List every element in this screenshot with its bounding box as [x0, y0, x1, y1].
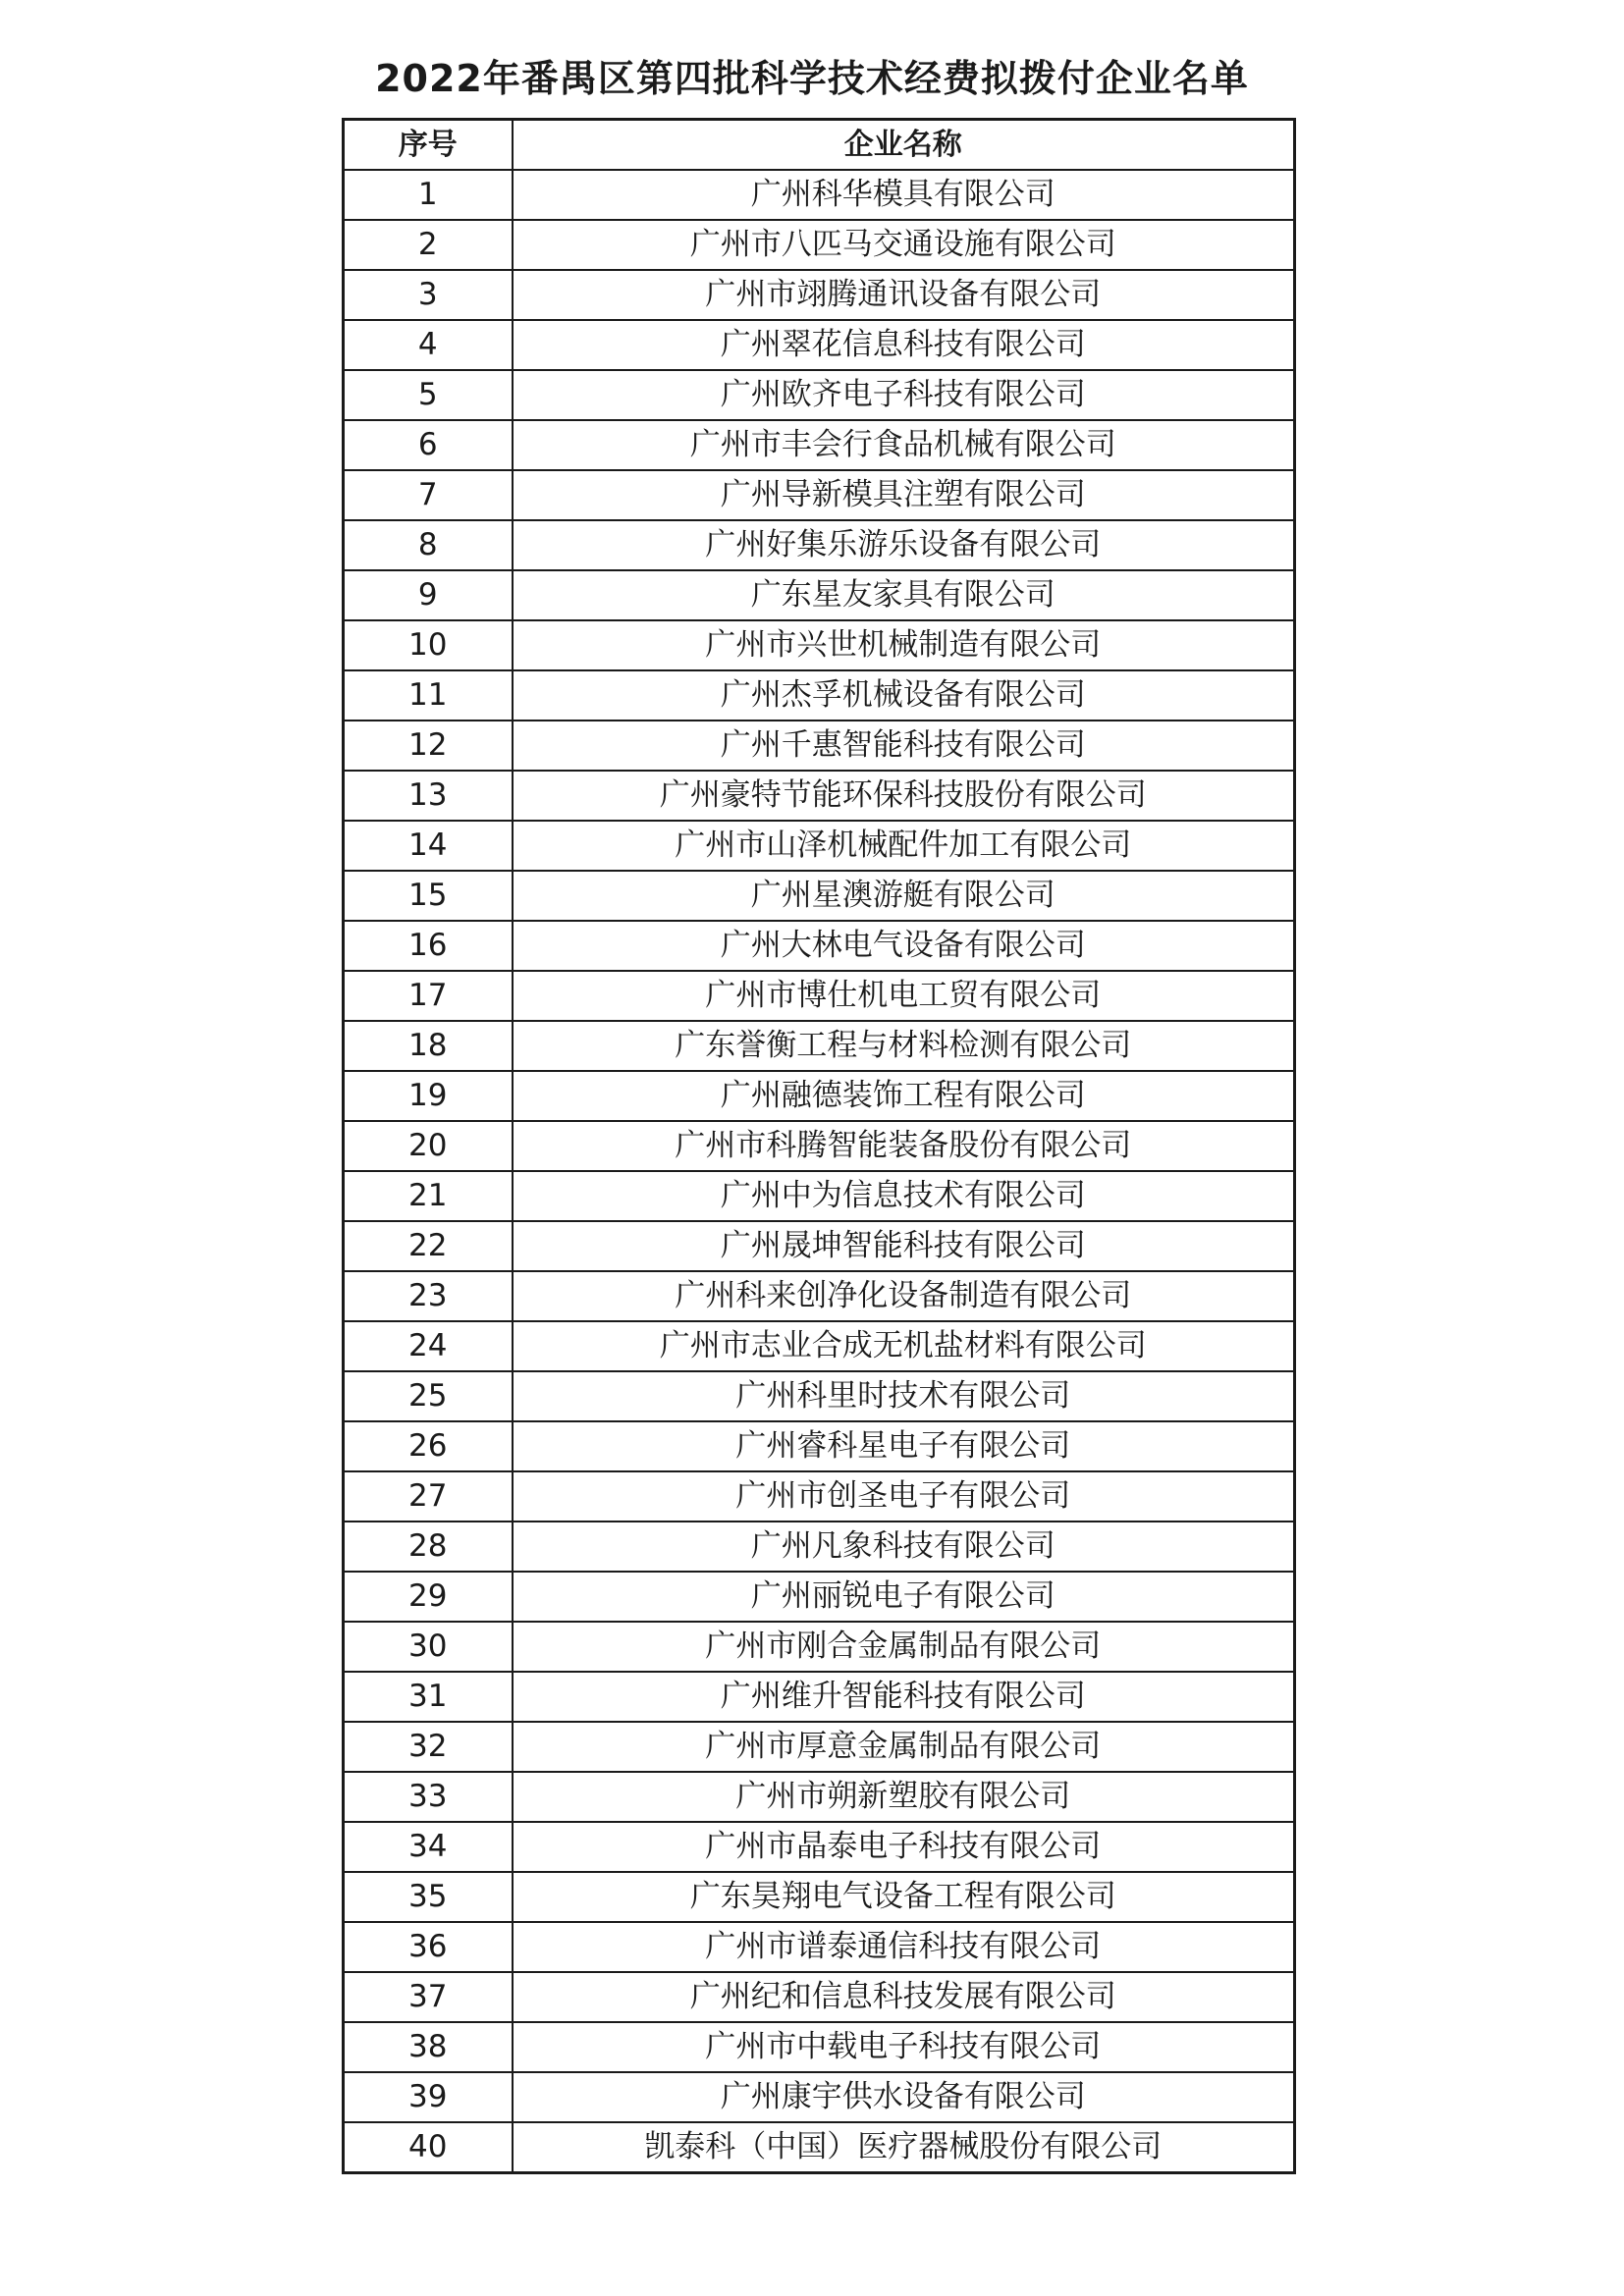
row-company-name: 广州市中载电子科技有限公司: [513, 2022, 1295, 2072]
row-index: 39: [344, 2072, 513, 2122]
table-body: [344, 170, 1295, 2173]
row-index: 20: [344, 1121, 513, 1171]
table-row: [344, 971, 1295, 1021]
row-company-name: 广州凡象科技有限公司: [513, 1522, 1295, 1572]
row-company-name: 凯泰科（中国）医疗器械股份有限公司: [513, 2122, 1295, 2173]
row-company-name: 广州市丰会行食品机械有限公司: [513, 420, 1295, 470]
row-index: 17: [344, 971, 513, 1021]
row-company-name: 广州市厚意金属制品有限公司: [513, 1722, 1295, 1772]
row-company-name: 广州大林电气设备有限公司: [513, 921, 1295, 971]
row-company-name: 广州市志业合成无机盐材料有限公司: [513, 1321, 1295, 1371]
row-index: 24: [344, 1321, 513, 1371]
table-row: [344, 1021, 1295, 1071]
row-index: 36: [344, 1922, 513, 1972]
row-company-name: 广州市刚合金属制品有限公司: [513, 1622, 1295, 1672]
row-company-name: 广州纪和信息科技发展有限公司: [513, 1972, 1295, 2022]
row-index: 11: [344, 670, 513, 721]
row-company-name: 广州市翊腾通讯设备有限公司: [513, 270, 1295, 320]
table-row: [344, 1522, 1295, 1572]
row-company-name: 广东昊翔电气设备工程有限公司: [513, 1872, 1295, 1922]
table-row: [344, 270, 1295, 320]
table-row: [344, 1321, 1295, 1371]
row-company-name: 广州市博仕机电工贸有限公司: [513, 971, 1295, 1021]
row-index: 21: [344, 1171, 513, 1221]
table-row: [344, 2022, 1295, 2072]
row-index: 10: [344, 620, 513, 670]
row-company-name: 广州丽锐电子有限公司: [513, 1572, 1295, 1622]
row-index: 31: [344, 1672, 513, 1722]
row-company-name: 广州好集乐游乐设备有限公司: [513, 520, 1295, 570]
row-company-name: 广州市晶泰电子科技有限公司: [513, 1822, 1295, 1872]
table-row: [344, 1872, 1295, 1922]
row-index: 2: [344, 220, 513, 270]
row-company-name: 广州市科腾智能装备股份有限公司: [513, 1121, 1295, 1171]
row-index: 6: [344, 420, 513, 470]
table-row: [344, 620, 1295, 670]
row-company-name: 广州睿科星电子有限公司: [513, 1421, 1295, 1471]
table-row: [344, 470, 1295, 520]
table-row: [344, 1672, 1295, 1722]
table-row: [344, 1421, 1295, 1471]
row-index: 28: [344, 1522, 513, 1572]
row-index: 38: [344, 2022, 513, 2072]
row-index: 19: [344, 1071, 513, 1121]
table-row: [344, 1071, 1295, 1121]
row-index: 1: [344, 170, 513, 220]
table-row: [344, 1822, 1295, 1872]
table-row: [344, 1622, 1295, 1672]
table-row: [344, 670, 1295, 721]
row-index: 15: [344, 871, 513, 921]
row-index: 14: [344, 821, 513, 871]
table-row: [344, 570, 1295, 620]
header-company-name: 企业名称: [513, 120, 1295, 171]
row-index: 23: [344, 1271, 513, 1321]
row-index: 13: [344, 771, 513, 821]
row-index: 34: [344, 1822, 513, 1872]
table-row: [344, 2072, 1295, 2122]
row-company-name: 广州维升智能科技有限公司: [513, 1672, 1295, 1722]
table-row: [344, 721, 1295, 771]
row-index: 7: [344, 470, 513, 520]
row-company-name: 广州星澳游艇有限公司: [513, 871, 1295, 921]
row-company-name: 广州康宇供水设备有限公司: [513, 2072, 1295, 2122]
table-row: [344, 1271, 1295, 1321]
table-row: [344, 520, 1295, 570]
row-company-name: 广州杰孚机械设备有限公司: [513, 670, 1295, 721]
row-index: 9: [344, 570, 513, 620]
row-index: 29: [344, 1572, 513, 1622]
table-row: [344, 1371, 1295, 1421]
table-row: [344, 1221, 1295, 1271]
row-index: 8: [344, 520, 513, 570]
row-company-name: 广州科里时技术有限公司: [513, 1371, 1295, 1421]
row-company-name: 广州融德装饰工程有限公司: [513, 1071, 1295, 1121]
row-company-name: 广州欧齐电子科技有限公司: [513, 370, 1295, 420]
table-row: [344, 420, 1295, 470]
row-company-name: 广州市山泽机械配件加工有限公司: [513, 821, 1295, 871]
row-company-name: 广州科华模具有限公司: [513, 170, 1295, 220]
row-company-name: 广州豪特节能环保科技股份有限公司: [513, 771, 1295, 821]
row-company-name: 广州科来创净化设备制造有限公司: [513, 1271, 1295, 1321]
row-index: 33: [344, 1772, 513, 1822]
table-row: [344, 1171, 1295, 1221]
row-index: 16: [344, 921, 513, 971]
row-company-name: 广州中为信息技术有限公司: [513, 1171, 1295, 1221]
row-company-name: 广州市八匹马交通设施有限公司: [513, 220, 1295, 270]
row-company-name: 广州市兴世机械制造有限公司: [513, 620, 1295, 670]
row-index: 35: [344, 1872, 513, 1922]
table-row: [344, 2122, 1295, 2173]
row-company-name: 广州翠花信息科技有限公司: [513, 320, 1295, 370]
row-index: 12: [344, 721, 513, 771]
row-index: 40: [344, 2122, 513, 2173]
row-company-name: 广州市谱泰通信科技有限公司: [513, 1922, 1295, 1972]
row-index: 22: [344, 1221, 513, 1271]
row-company-name: 广州市朔新塑胶有限公司: [513, 1772, 1295, 1822]
row-index: 26: [344, 1421, 513, 1471]
table-row: [344, 1121, 1295, 1171]
row-index: 18: [344, 1021, 513, 1071]
row-company-name: 广州晟坤智能科技有限公司: [513, 1221, 1295, 1271]
company-list-table: [342, 118, 1296, 2174]
table-row: [344, 921, 1295, 971]
row-company-name: 广东誉衡工程与材料检测有限公司: [513, 1021, 1295, 1071]
row-index: 37: [344, 1972, 513, 2022]
row-index: 5: [344, 370, 513, 420]
table-row: [344, 1922, 1295, 1972]
row-index: 27: [344, 1471, 513, 1522]
table-row: [344, 320, 1295, 370]
table-row: [344, 1722, 1295, 1772]
table-row: [344, 1572, 1295, 1622]
table-row: [344, 370, 1295, 420]
row-company-name: 广东星友家具有限公司: [513, 570, 1295, 620]
row-index: 4: [344, 320, 513, 370]
table-header-row: [344, 120, 1295, 171]
table-row: [344, 1972, 1295, 2022]
row-company-name: 广州导新模具注塑有限公司: [513, 470, 1295, 520]
table-row: [344, 170, 1295, 220]
table-row: [344, 1471, 1295, 1522]
table-row: [344, 771, 1295, 821]
row-company-name: 广州千惠智能科技有限公司: [513, 721, 1295, 771]
row-index: 3: [344, 270, 513, 320]
row-index: 25: [344, 1371, 513, 1421]
row-index: 30: [344, 1622, 513, 1672]
table-row: [344, 220, 1295, 270]
header-index: 序号: [344, 120, 513, 171]
page-title: 2022年番禺区第四批科学技术经费拟拨付企业名单: [375, 57, 1249, 100]
table-row: [344, 871, 1295, 921]
table-row: [344, 1772, 1295, 1822]
row-company-name: 广州市创圣电子有限公司: [513, 1471, 1295, 1522]
table-row: [344, 821, 1295, 871]
row-index: 32: [344, 1722, 513, 1772]
